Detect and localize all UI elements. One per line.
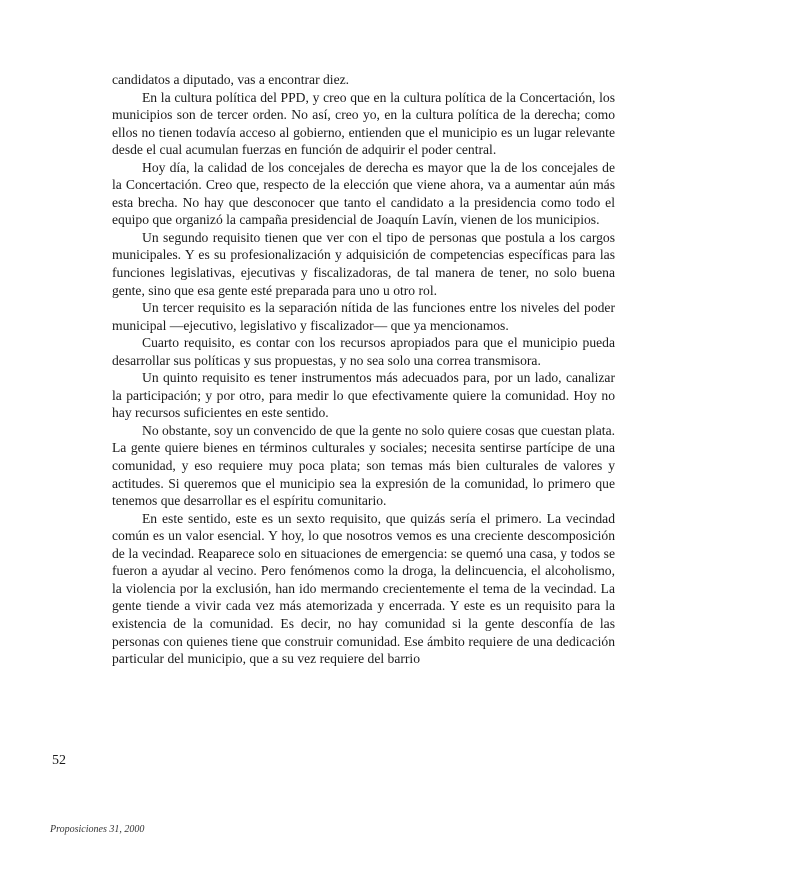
paragraph-5: Un tercer requisito es la separación nítida de las funciones entre los niveles del poder municipal —ejecutivo, legislativo y fiscalizador— que ya mencionamos. [112,300,615,333]
body-text [112,71,615,668]
paragraph-1: candidatos a diputado, vas a encontrar diez. [112,72,350,87]
paragraph-4: Un segundo requisito tienen que ver con el tipo de personas que postula a los cargos municipales. Y es su profesionalización y adquisición de competencias específicas para las funciones legislativas, ejecutivas y fiscalizadoras, de tal manera de tener, no solo buena gente, sino que esa gente esté preparada para uno u otro rol. [112,229,615,298]
paragraph-2: En la cultura política del PPD, y creo que en la cultura política de la Concertación, los municipios son de tercer orden. No así, creo yo, en la cultura política de la derecha; como ellos no tienen todavía acceso al gobierno, entienden que el municipio es un lugar relevante desde el cual acumulan fuerzas en función de adquirir el poder central. [112,89,615,158]
paragraph-3: Hoy día, la calidad de los concejales de derecha es mayor que la de los concejales de la Concertación. Creo que, respecto de la elección que viene ahora, va a aumentar aún más esta brecha. No hay que desconocer que tanto el candidato a la presidencia como todo el equipo que organizó la campaña presidencial de Joaquín Lavín, vienen de los municipios. [112,159,615,228]
paragraph-9: En este sentido, este es un sexto requisito, que quizás sería el primero. La vecindad común es un valor esencial. Y hoy, lo que nosotros vemos es una creciente descomposición de la vecindad. Reaparece solo en situaciones de emergencia: se quemó una casa, y todos se fueron a ayudar al vecino. Pero fenómenos como la droga, la delincuencia, el alcoholismo, la violencia por la exclusión, han ido mermando crecientemente el tema de la vecindad. La gente tiende a vivir cada vez más atemorizada y encerrada. Y este es un requisito para la existencia de la comunidad. Es decir, no hay comunidad si la gente desconfía de las personas con quienes tiene que construir comunidad. Ese ámbito requiere de una dedicación particular del municipio, que a su vez requiere del barrio [112,510,615,667]
page-number: 52 [52,753,66,768]
journal-footer: Proposiciones 31, 2000 [50,824,145,835]
paragraph-6: Cuarto requisito, es contar con los recursos apropiados para que el municipio pueda desarrollar sus políticas y sus propuestas, y no sea solo una correa transmisora. [112,335,615,368]
paragraph-7: Un quinto requisito es tener instrumentos más adecuados para, por un lado, canalizar la participación; y por otro, para medir lo que efectivamente quiere la comunidad. Hoy no hay recursos suficientes en este sentido. [112,370,615,421]
paragraph-8: No obstante, soy un convencido de que la gente no solo quiere cosas que cuestan plata. La gente quiere bienes en términos culturales y sociales; necesita sentirse partícipe de una comunidad, y eso requiere muy poca plata; son temas más bien culturales de valores y actitudes. Si queremos que el municipio sea la expresión de la comunidad, lo primero que tenemos que desarrollar es el espíritu comunitario. [112,422,616,509]
